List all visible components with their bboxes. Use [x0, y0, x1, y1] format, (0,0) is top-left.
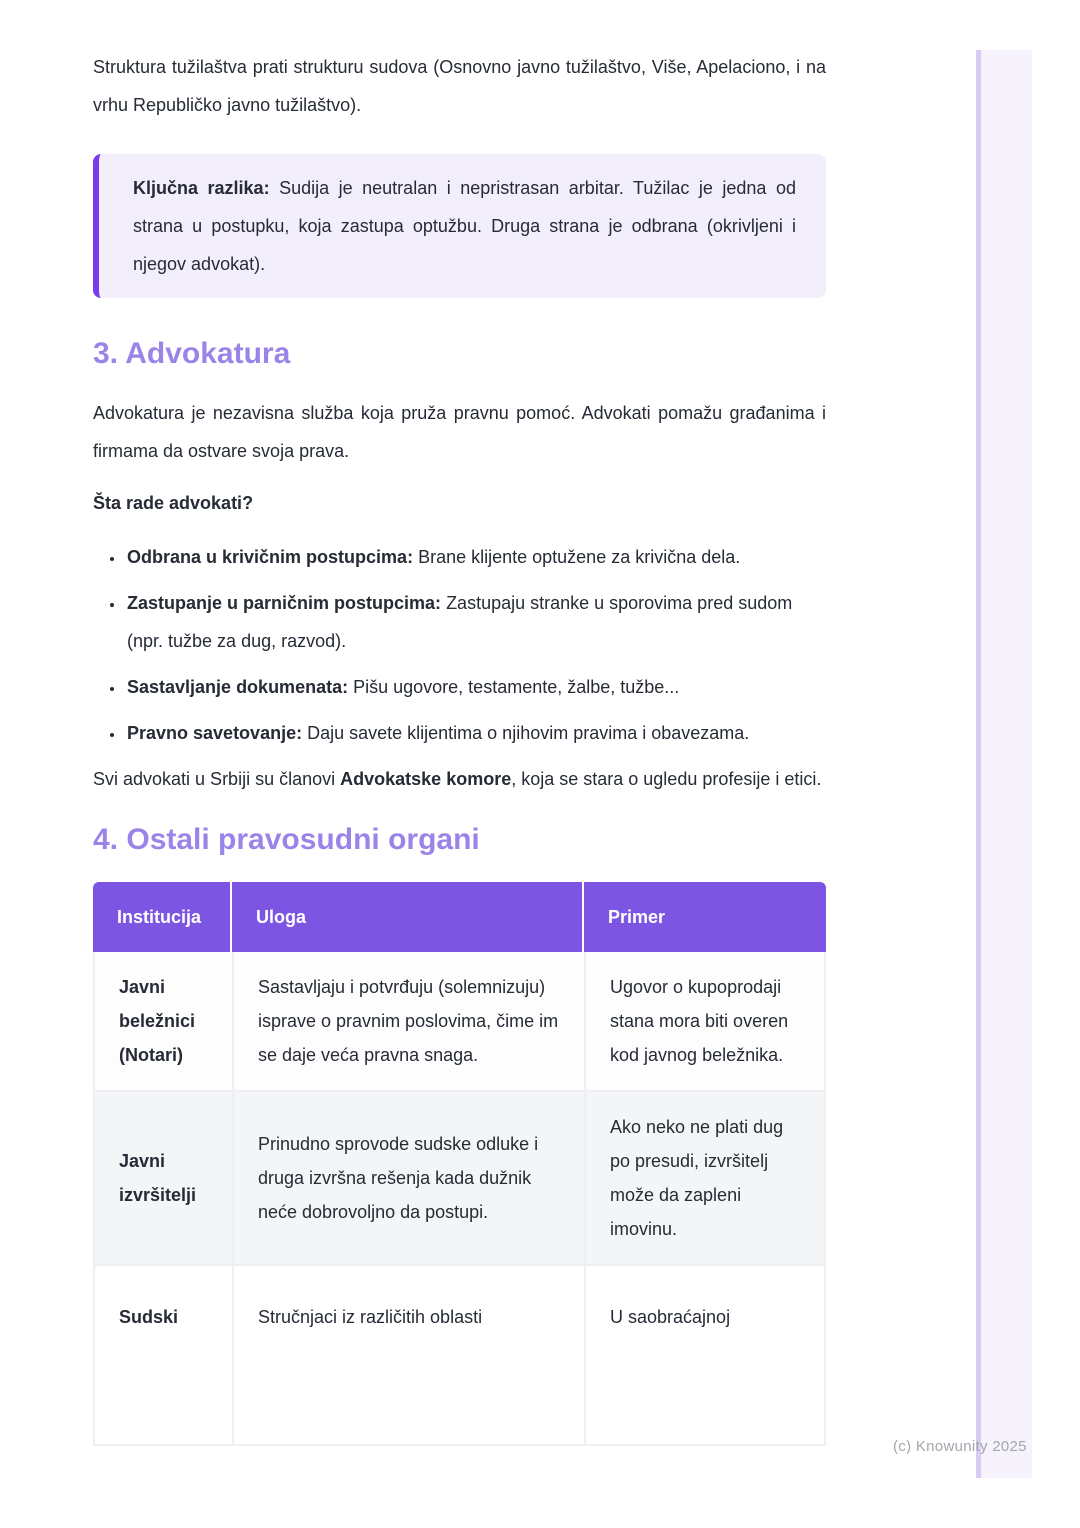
table-header-row	[93, 882, 826, 952]
cell-uloga: Stručnjaci iz različitih oblasti	[232, 1266, 584, 1446]
cell-institucija: Javni izvršitelji	[93, 1092, 232, 1266]
cell-uloga: Sastavljaju i potvrđuju (solemnizuju) isprave o pravnim poslovima, čime im se daje veća pravna snaga.	[232, 952, 584, 1092]
footer-watermark: (c) Knowunity 2025	[893, 1438, 1027, 1455]
cell-primer: Ugovor o kupoprodaji stana mora biti overen kod javnog beležnika.	[584, 952, 826, 1092]
list-item	[125, 584, 826, 660]
column-header-uloga: Uloga	[232, 882, 584, 952]
column-header-primer: Primer	[584, 882, 826, 952]
bullet-lead: Sastavljanje dokumenata:	[127, 677, 349, 697]
key-difference-callout	[93, 154, 826, 298]
list-item	[125, 714, 826, 752]
column-header-institucija: Institucija	[93, 882, 232, 952]
bullet-lead: Pravno savetovanje:	[127, 723, 303, 743]
section-3-heading: 3. Advokatura	[93, 337, 291, 370]
cell-uloga: Prinudno sprovode sudske odluke i druga izvršna rešenja kada dužnik neće dobrovoljno da postupi.	[232, 1092, 584, 1266]
table-row	[93, 1092, 826, 1266]
cell-primer: U saobraćajnoj	[584, 1266, 826, 1446]
page-edge-strip	[976, 50, 1032, 1478]
bullet-lead: Zastupanje u parničnim postupcima:	[127, 593, 442, 613]
closing-pre: Svi advokati u Srbiji su članovi	[93, 769, 336, 789]
callout-body: Sudija je neutralan i nepristrasan arbitar. Tužilac je jedna od strana u postupku, koja zastupa optužbu. Druga strana je odbrana (okrivljeni i njegov advokat).	[133, 178, 796, 274]
pravosudni-organi-table	[93, 882, 826, 1446]
section-3-subheading: Šta rade advokati?	[93, 493, 254, 513]
bullet-text: Zastupaju stranke u sporovima pred sudom (npr. tužbe za dug, razvod).	[127, 593, 793, 651]
list-item	[125, 668, 826, 706]
list-item	[125, 538, 826, 576]
table-row	[93, 952, 826, 1092]
closing-post: , koja se stara o ugledu profesije i etici.	[511, 769, 822, 789]
advokati-bullet-list	[93, 538, 826, 752]
section-4-heading: 4. Ostali pravosudni organi	[93, 823, 480, 856]
section-3-paragraph: Advokatura je nezavisna služba koja pruža pravnu pomoć. Advokati pomažu građanima i firmama da ostvare svoja prava.	[93, 403, 826, 461]
cell-primer: Ako neko ne plati dug po presudi, izvršitelj može da zapleni imovinu.	[584, 1092, 826, 1266]
callout-lead: Ključna razlika:	[133, 178, 270, 198]
section-3-closing-paragraph	[93, 760, 826, 798]
bullet-text: Daju savete klijentima o njihovim pravima i obavezama.	[307, 723, 750, 743]
bullet-lead: Odbrana u krivičnim postupcima:	[127, 547, 414, 567]
intro-paragraph: Struktura tužilaštva prati strukturu sudova (Osnovno javno tužilaštvo, Više, Apelaciono, i na vrhu Republičko javno tužilaštvo).	[93, 57, 826, 115]
bullet-text: Brane klijente optužene za krivična dela.	[418, 547, 741, 567]
document-page	[93, 0, 826, 1446]
callout-paragraph	[133, 169, 796, 283]
bullet-text: Pišu ugovore, testamente, žalbe, tužbe...	[353, 677, 680, 697]
closing-bold: Advokatske komore	[340, 769, 512, 789]
cell-institucija: Sudski	[93, 1266, 232, 1446]
table-row	[93, 1266, 826, 1446]
cell-institucija: Javni beležnici (Notari)	[93, 952, 232, 1092]
